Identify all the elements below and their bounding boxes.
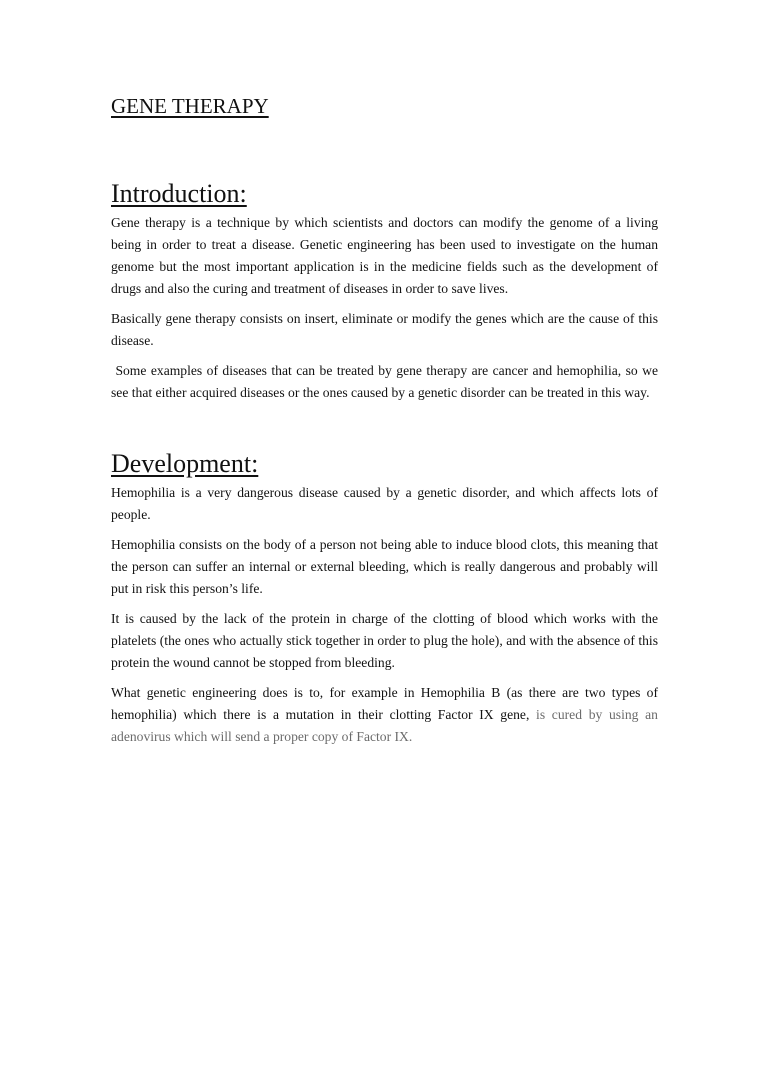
paragraph-gene-therapy-example [111,682,658,748]
paragraph-main-text: What genetic engineering does is to, for example in Hemophilia B (as there are two types of hemophilia) which there is a mutation in their clotting Factor IX gene, [111,685,658,722]
paragraph: Hemophilia consists on the body of a person not being able to induce blood clots, this meaning that the person can suffer an internal or external bleeding, which is really dangerous and probably will put in risk this person’s life. [111,537,658,596]
document-title: GENE THERAPY [111,94,269,118]
development-heading: Development: [111,449,259,478]
document-content [111,92,662,748]
paragraph: Basically gene therapy consists on insert, eliminate or modify the genes which are the cause of this disease. [111,311,658,348]
paragraph: It is caused by the lack of the protein in charge of the clotting of blood which works with the platelets (the ones who actually stick together in order to plug the hole), and with the absence of this protein the wound cannot be stopped from bleeding. [111,611,658,670]
introduction-heading: Introduction: [111,179,247,208]
development-body [111,482,658,748]
paragraph-muted-text: is cured by using an adenovirus which will send a proper copy of Factor IX. [111,707,658,744]
paragraph: Hemophilia is a very dangerous disease caused by a genetic disorder, and which affects lots of people. [111,485,658,522]
paragraph: Gene therapy is a technique by which scientists and doctors can modify the genome of a living being in order to treat a disease. Genetic engineering has been used to investigate on the human genome but the most important application is in the medicine fields such as the development of drugs and also the curing and treatment of diseases in order to save lives. [111,215,658,296]
introduction-body [111,212,662,404]
paragraph: Some examples of diseases that can be treated by gene therapy are cancer and hemophilia, so we see that either acquired diseases or the ones caused by a genetic disorder can be treated in this way. [111,363,662,400]
